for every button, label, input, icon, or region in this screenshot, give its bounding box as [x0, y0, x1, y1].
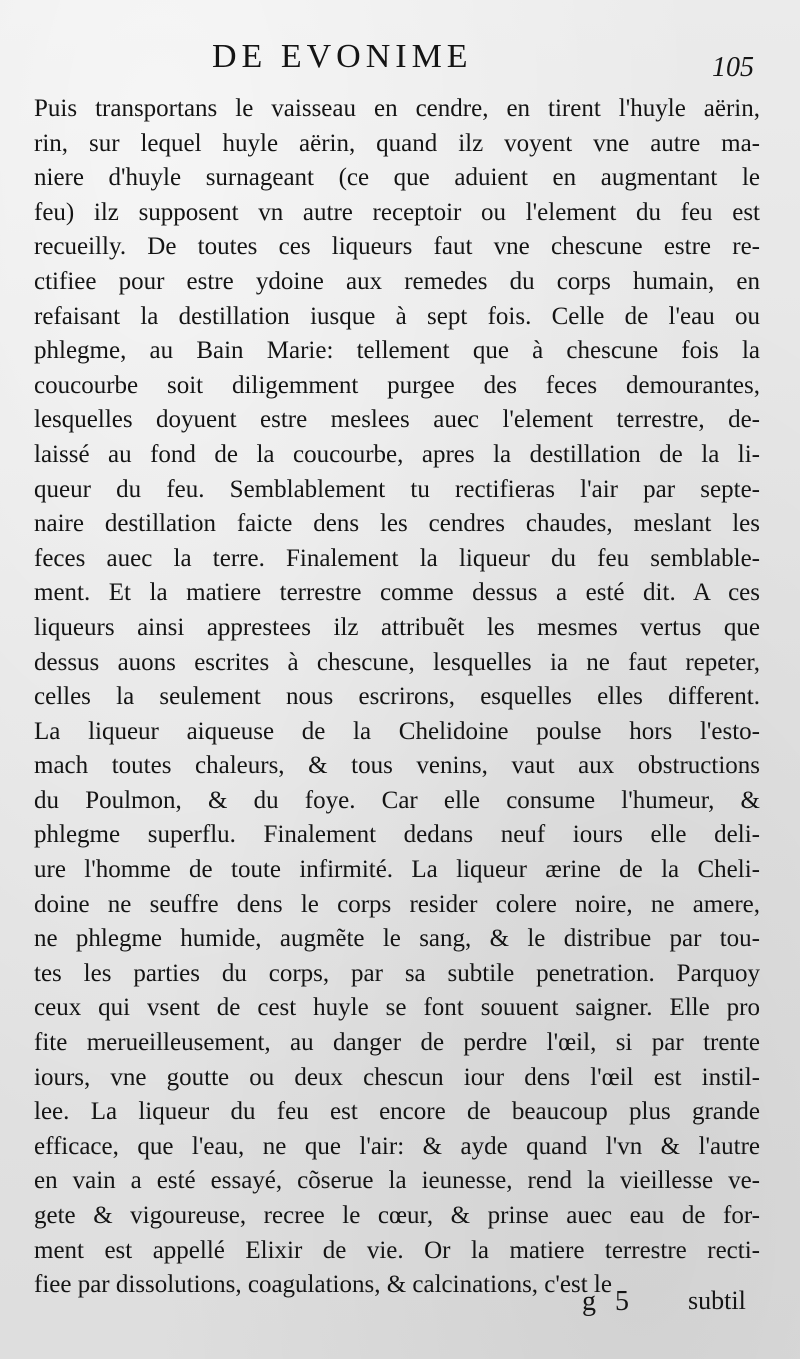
text-line: ne phlegme humide, augmẽte le sang, & le distribue par tou-: [34, 925, 760, 953]
text-line: lee. La liqueur du feu est encore de beaucoup plus grande: [34, 1098, 760, 1126]
text-line: phlegme superflu. Finalement dedans neuf iours elle deli-: [34, 821, 760, 849]
text-line: fite merueilleusement, au danger de perdre l'œil, si par trente: [34, 1029, 760, 1057]
text-line: La liqueur aiqueuse de la Chelidoine poulse hors l'esto-: [34, 717, 760, 745]
catchword: subtil: [688, 1286, 746, 1315]
text-line: dessus auons escrites à chescune, lesquelles ia ne faut repeter,: [34, 648, 760, 676]
text-line: lesquelles doyuent estre meslees auec l'element terrestre, de-: [34, 406, 760, 434]
text-line: en vain a esté essayé, cõserue la ieunesse, rend la vieillesse ve-: [34, 1167, 760, 1195]
text-line: feces auec la terre. Finalement la liqueur du feu semblable-: [34, 544, 760, 572]
text-line: ctifiee pour estre ydoine aux remedes du corps humain, en: [34, 267, 760, 295]
body-text: [34, 92, 760, 1303]
text-line: celles la seulement nous escrirons, esquelles elles different.: [34, 683, 760, 711]
page-number: 105: [712, 52, 754, 83]
text-line: ment est appellé Elixir de vie. Or la matiere terrestre recti-: [34, 1236, 760, 1264]
text-line: recueilly. De toutes ces liqueurs faut vne chescune estre re-: [34, 233, 760, 261]
page-header: [0, 38, 800, 88]
text-line: gete & vigoureuse, recree le cœur, & prinse auec eau de for-: [34, 1202, 760, 1229]
text-line: ment. Et la matiere terrestre comme dessus a esté dit. A ces: [34, 579, 760, 607]
text-line: rin, sur lequel huyle aërin, quand ilz voyent vne autre ma-: [34, 129, 760, 157]
text-line: tes les parties du corps, par sa subtile penetration. Parquoy: [34, 959, 760, 987]
text-line: ceux qui vsent de cest huyle se font souuent saigner. Elle pro: [34, 994, 760, 1022]
text-line: fiee par dissolutions, coagulations, & calcinations, c'est le: [34, 1271, 612, 1299]
text-line: queur du feu. Semblablement tu rectifieras l'air par septe-: [34, 475, 760, 503]
text-line: laissé au fond de la coucourbe, apres la destillation de la li-: [34, 440, 760, 468]
text-line: Puis transportans le vaisseau en cendre, en tirent l'huyle aërin,: [34, 95, 760, 122]
text-line: du Poulmon, & du foye. Car elle consume l'humeur, &: [34, 786, 760, 814]
text-line: liqueurs ainsi apprestees ilz attribuẽt les mesmes vertus que: [34, 613, 760, 641]
text-line: coucourbe soit diligemment purgee des feces demourantes,: [34, 371, 760, 399]
text-line: feu) ilz supposent vn autre receptoir ou l'element du feu est: [34, 198, 760, 226]
text-line: ure l'homme de toute infirmité. La liqueur ærine de la Cheli-: [34, 856, 760, 884]
text-line: efficace, que l'eau, ne que l'air: & ayde quand l'vn & l'autre: [34, 1132, 760, 1160]
text-line: naire destillation faicte dens les cendres chaudes, meslant les: [34, 510, 760, 538]
text-line: niere d'huyle surnageant (ce que aduient en augmentant le: [34, 164, 760, 192]
text-line: iours, vne goutte ou deux chescun iour dens l'œil est instil-: [34, 1063, 760, 1091]
text-line: mach toutes chaleurs, & tous venins, vaut aux obstructions: [34, 752, 760, 780]
text-line: doine ne seuffre dens le corps resider colere noire, ne amere,: [34, 890, 760, 918]
text-line: refaisant la destillation iusque à sept fois. Celle de l'eau ou: [34, 302, 760, 330]
signature-mark: g 5: [582, 1286, 635, 1317]
running-title: DE EVONIME: [212, 38, 473, 75]
text-line: phlegme, au Bain Marie: tellement que à chescune fois la: [34, 337, 760, 365]
page-footer: [0, 1286, 800, 1326]
